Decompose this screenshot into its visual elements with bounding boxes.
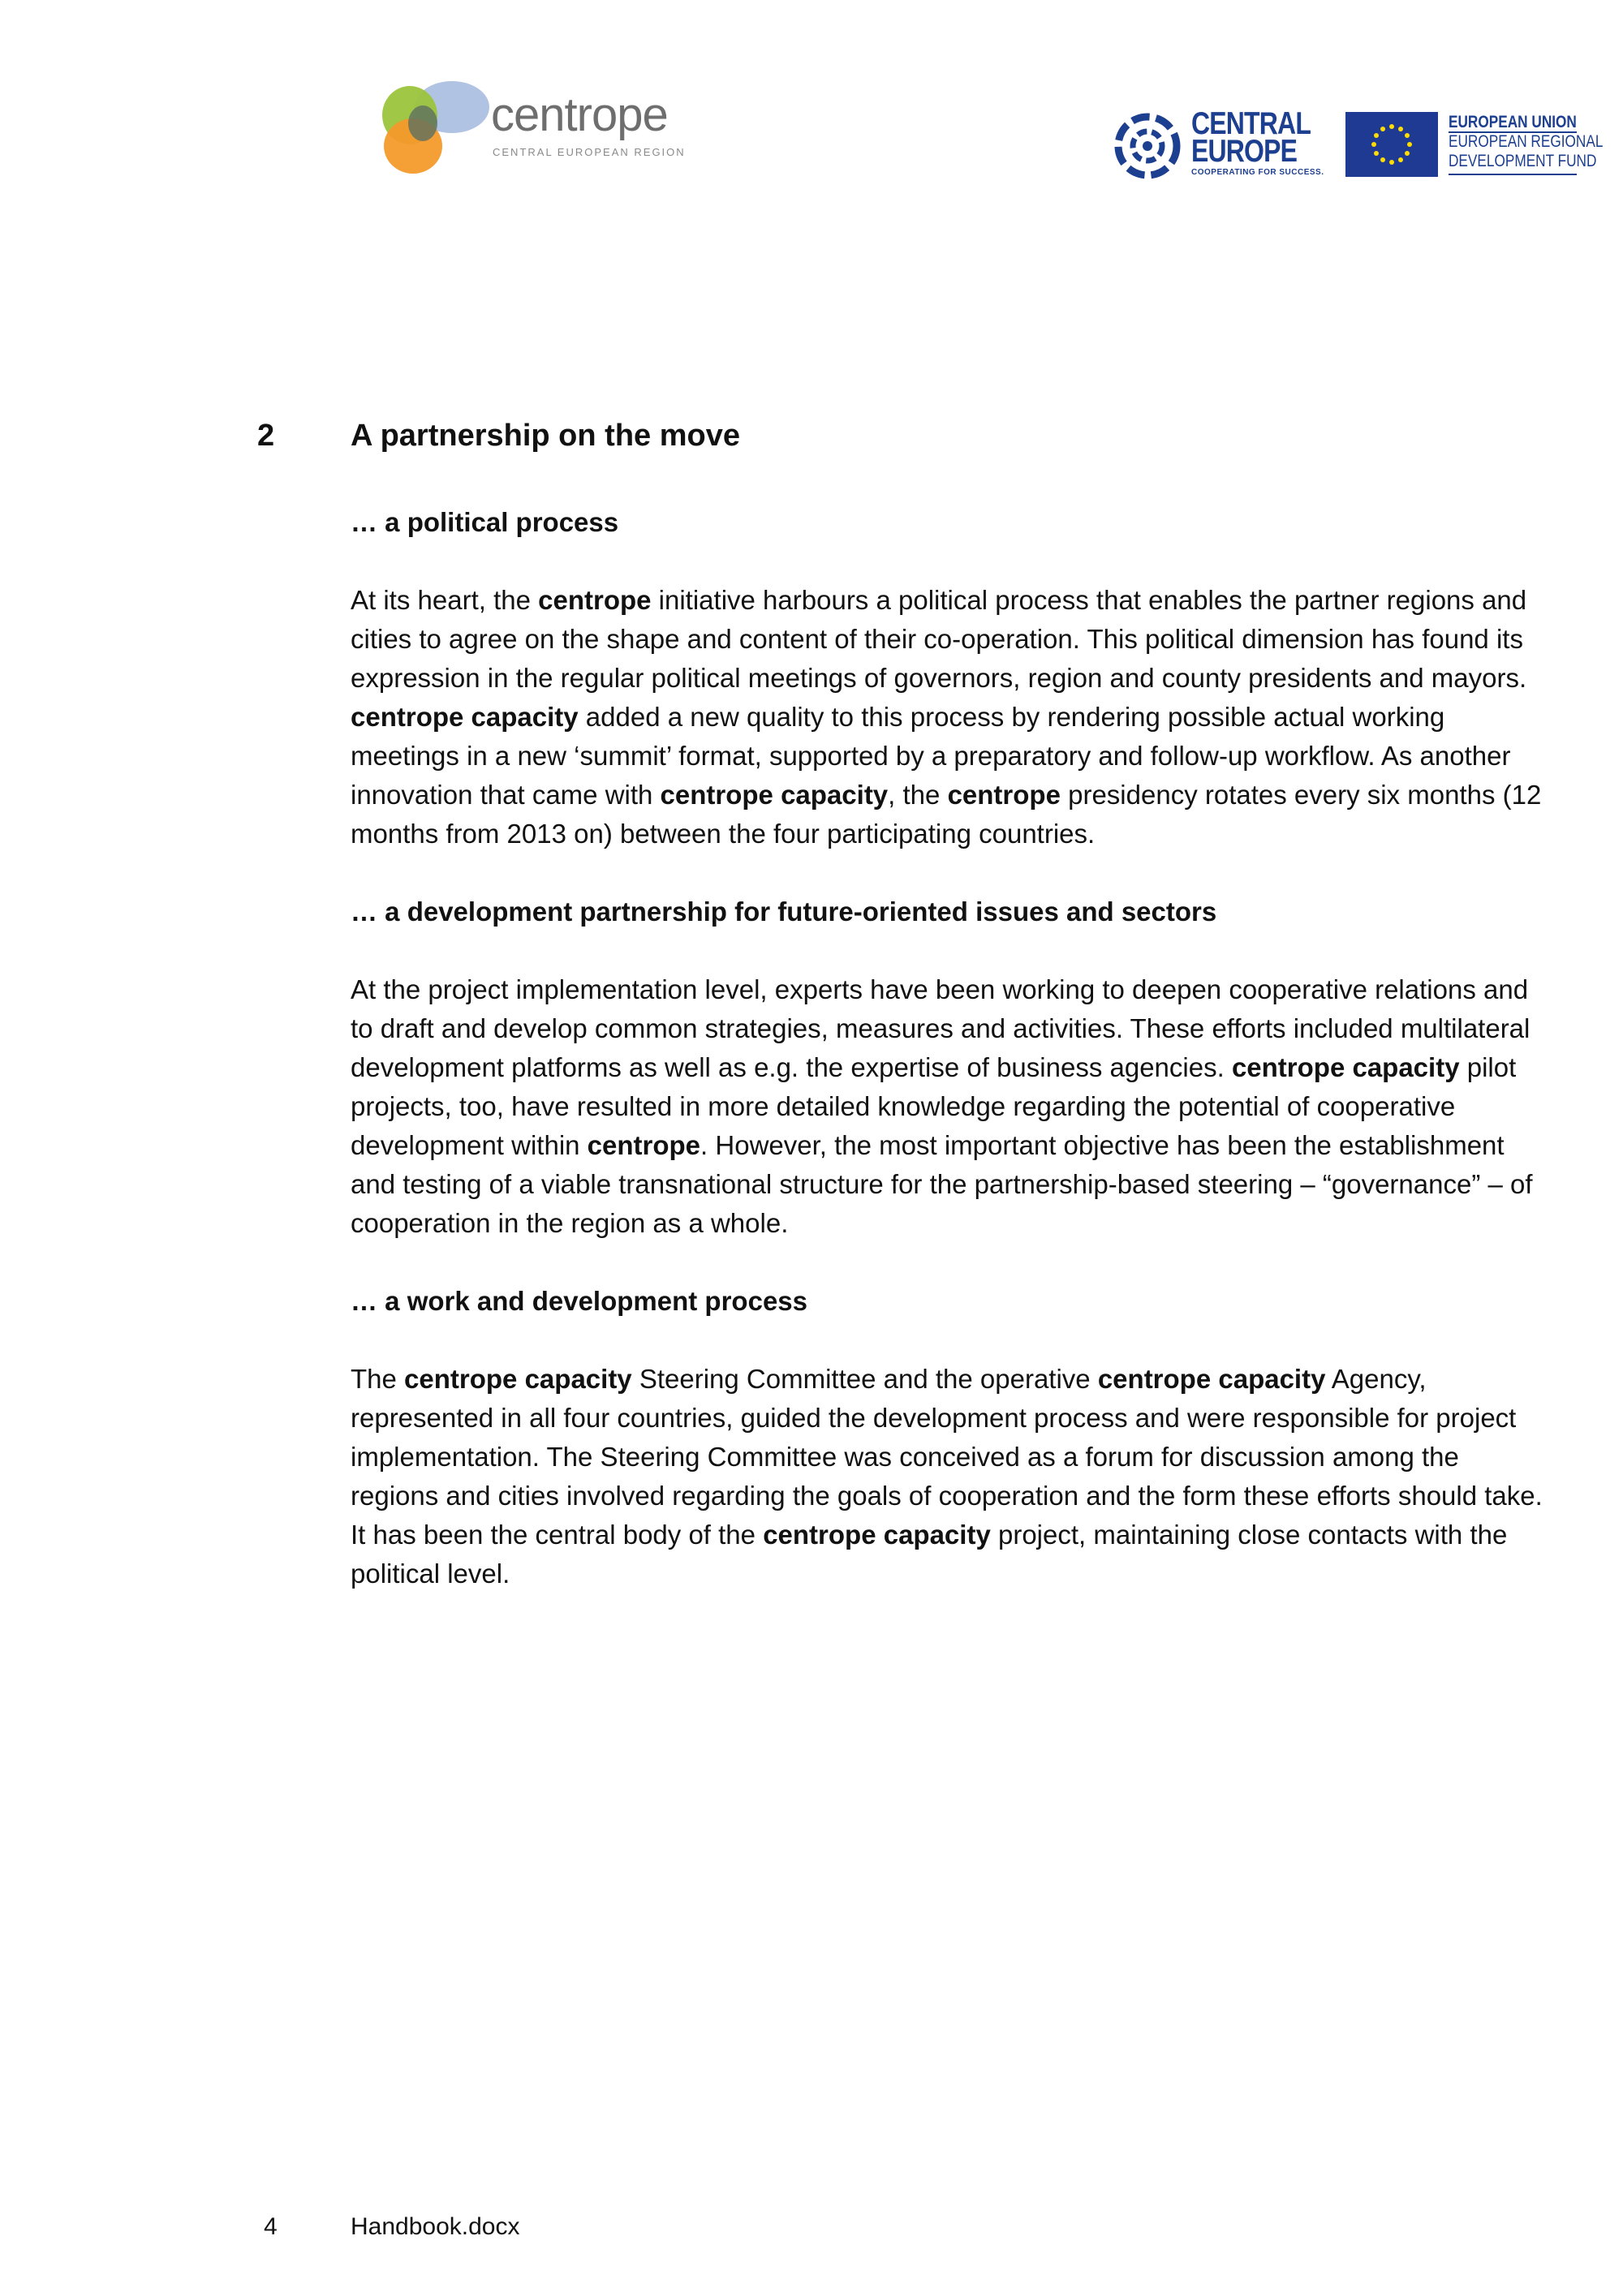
subsection-heading: … a development partnership for future-oriented issues and sectors (351, 896, 1217, 927)
subsection-paragraph: The centrope capacity Steering Committee and the operative centrope capacity Agency, represented in all four countries, guided the development process and were responsible for project implementation. The Steering Committee was conceived as a forum for discussion among the regions and cities involved regarding the goals of cooperation and the form these efforts should take. It has been the central body of the centrope capacity project, maintaining close contacts with the political level. (351, 1364, 1543, 1589)
bold-term: centrope (538, 585, 652, 615)
eu-logo-line2: EUROPEAN REGIONAL (1449, 132, 1604, 151)
centrope-wordmark: centrope (491, 88, 668, 141)
subsection-paragraph: At the project implementation level, experts have been working to deepen cooperative relations and to draft and develop common strategies, measures and activities. These efforts included multilateral development platforms as well as e.g. the expertise of business agencies. centrope capacity pilot projects, too, have resulted in more detailed knowledge regarding the potential of cooperative development within centrope. However, the most important objective has been the establishment and testing of a viable transnational structure for the partnership-based steering – “governance” – of cooperation in the region as a whole. (351, 974, 1533, 1238)
central-europe-emblem-icon (1110, 110, 1187, 183)
subsection-heading: … a political process (351, 507, 619, 537)
subsection-paragraph: At its heart, the centrope initiative harbours a political process that enables the partner regions and cities to agree on the shape and content of their co-operation. This political dimension has found its expression in the regular political meetings of governors, region and county presidents and mayors. centrope capacity added a new quality to this process by rendering possible actual working meetings in a new ‘summit’ format, supported by a preparatory and follow-up workflow. As another innovation that came with centrope capacity, the centrope presidency rotates every six months (12 months from 2013 on) between the four participating countries. (351, 585, 1542, 849)
bold-term: centrope (587, 1130, 701, 1160)
footer-page-number: 4 (264, 2213, 278, 2240)
centrope-logo (369, 65, 694, 187)
bold-term: centrope capacity (1231, 1052, 1460, 1082)
eu-logo-underline (1449, 174, 1577, 175)
bold-term: centrope capacity (1097, 1364, 1326, 1394)
bold-term: centrope capacity (660, 780, 889, 810)
section-body (351, 503, 1552, 1632)
centrope-logo-mark (369, 65, 491, 187)
section-number: 2 (257, 419, 275, 453)
central-europe-logo (1110, 106, 1329, 183)
eu-logo-line3: DEVELOPMENT FUND (1449, 152, 1597, 170)
central-europe-line1: CENTRAL (1191, 106, 1311, 141)
centrope-subtitle: CENTRAL EUROPEAN REGION (493, 146, 686, 158)
eu-logo (1345, 112, 1604, 181)
footer-filename: Handbook.docx (351, 2213, 520, 2240)
eu-logo-line1: EUROPEAN UNION (1449, 113, 1577, 131)
central-europe-line2: EUROPE (1191, 134, 1298, 169)
eu-flag-icon (1345, 112, 1438, 177)
subsection-heading: … a work and development process (351, 1286, 807, 1316)
bold-term: centrope capacity (763, 1520, 991, 1550)
bold-term: centrope (947, 780, 1061, 810)
bold-term: centrope capacity (351, 702, 579, 732)
central-europe-tagline: COOPERATING FOR SUCCESS. (1191, 168, 1324, 177)
section-title: A partnership on the move (351, 419, 740, 453)
bold-term: centrope capacity (404, 1364, 632, 1394)
